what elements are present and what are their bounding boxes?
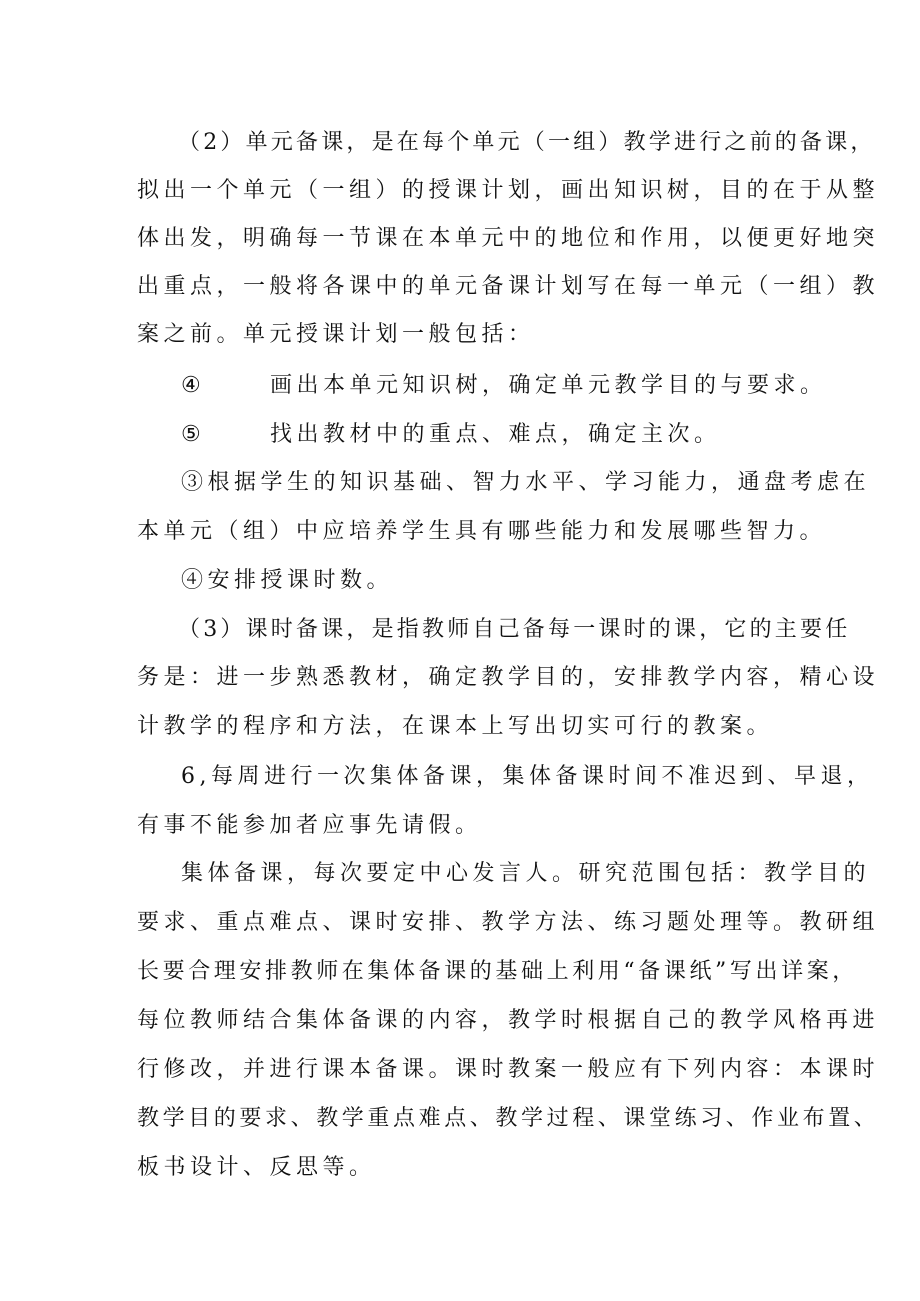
paragraph-line: 每位教师结合集体备课的内容，教学时根据自己的教学风格再进 xyxy=(137,1008,880,1033)
paragraph-line: 要求、重点难点、课时安排、教学方法、练习题处理等。教研组 xyxy=(137,910,880,935)
list-marker: ⑤ xyxy=(181,422,201,447)
paragraph-line: 务是：进一步熟悉教材，确定教学目的，安排教学内容，精心设 xyxy=(137,665,880,690)
list-item-text: 找出教材中的重点、难点，确定主次。 xyxy=(270,422,721,447)
paragraph-line: 本单元（组）中应培养学生具有哪些能力和发展哪些智力。 xyxy=(137,519,827,544)
paragraph-line: 6,每周进行一次集体备课，集体备课时间不准迟到、早退， xyxy=(181,764,874,789)
paragraph-line: 出重点，一般将各课中的单元备课计划写在每一单元（一组）教 xyxy=(137,274,880,299)
paragraph-line: 教学目的要求、教学重点难点、教学过程、课堂练习、作业布置、 xyxy=(137,1106,880,1131)
paragraph-line: 体出发，明确每一节课在本单元中的地位和作用，以便更好地突 xyxy=(137,226,880,251)
paragraph-line: 拟出一个单元（一组）的授课计划，画出知识树，目的在于从整 xyxy=(137,178,880,203)
list-item-text: 画出本单元知识树，确定单元教学目的与要求。 xyxy=(270,373,827,398)
paragraph-line: 有事不能参加者应事先请假。 xyxy=(137,813,482,838)
paragraph-line: （2）单元备课，是在每个单元（一组）教学进行之前的备课， xyxy=(178,130,876,155)
list-marker: ④ xyxy=(181,373,201,398)
paragraph-line: 案之前。单元授课计划一般包括： xyxy=(137,322,535,347)
paragraph-line: ④安排授课时数。 xyxy=(181,568,394,593)
paragraph-line: 集体备课，每次要定中心发言人。研究范围包括：教学目的 xyxy=(181,861,871,886)
paragraph-line: 行修改，并进行课本备课。课时教案一般应有下列内容：本课时 xyxy=(137,1057,880,1082)
paragraph-line: 计教学的程序和方法，在课本上写出切实可行的教案。 xyxy=(137,714,774,739)
paragraph-line: ③根据学生的知识基础、智力水平、学习能力，通盘考虑在 xyxy=(181,470,871,495)
paragraph-line: （3）课时备课，是指教师自己备每一课时的课，它的主要任 xyxy=(178,617,851,642)
paragraph-line: 板书设计、反思等。 xyxy=(137,1155,376,1180)
paragraph-line: 长要合理安排教师在集体备课的基础上利用“备课纸”写出详案， xyxy=(137,959,858,984)
